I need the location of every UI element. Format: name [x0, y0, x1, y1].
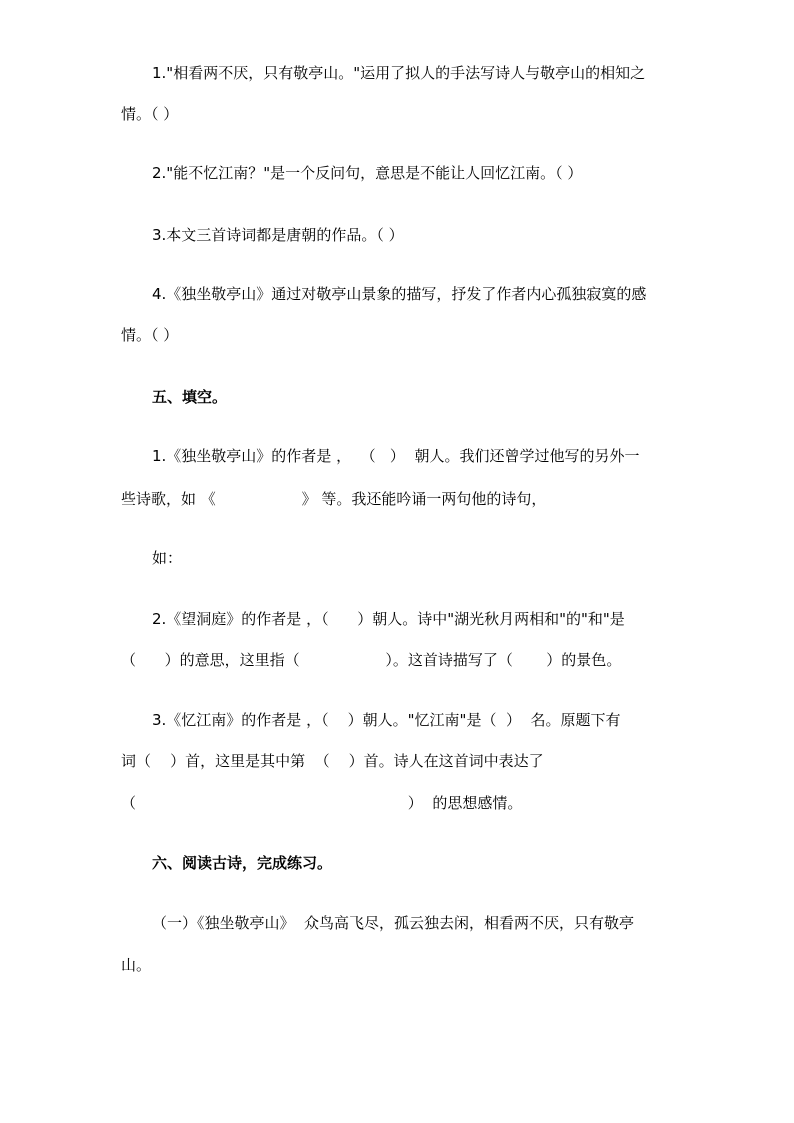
s5-q3-line2: 词（ ）首，这里是其中第 （ ）首。诗人在这首词中表达了	[121, 752, 544, 770]
section5-heading: 五、填空。	[152, 388, 228, 406]
s6-poem-line2: 山。	[121, 956, 152, 974]
s5-q2-line1: 2.《望洞庭》的作者是 ，（ ）朝人。诗中"湖光秋月两相和"的"和"是	[152, 610, 625, 628]
s6-poem-line1: （一）《独坐敬亭山》 众鸟高飞尽，孤云独去闲，相看两不厌，只有敬亭	[152, 914, 635, 932]
s4-q3: 3.本文三首诗词都是唐朝的作品。（ ）	[152, 226, 404, 244]
s5-q1-line2: 些诗歌，如 《 》 等。我还能吟诵一两句他的诗句，	[121, 490, 547, 508]
s5-q1-line3: 如：	[152, 549, 183, 567]
s5-q3-line3: （ ） 的思想感情。	[121, 794, 523, 812]
s5-q1-line1: 1.《独坐敬亭山》的作者是 ， （ ） 朝人。我们还曾学过他写的另外一	[152, 447, 640, 465]
s4-q2: 2."能不忆江南？"是一个反问句，意思是不能让人回忆江南。（ ）	[152, 164, 583, 182]
s4-q4-line1: 4.《独坐敬亭山》通过对敬亭山景象的描写，抒发了作者内心孤独寂寞的感	[152, 285, 647, 303]
s5-q3-line1: 3.《忆江南》的作者是 ，（ ）朝人。"忆江南"是（ ） 名。原题下有	[152, 711, 621, 729]
s5-q2-line2: （ ）的意思，这里指（ ）。这首诗描写了（ ）的景色。	[121, 651, 622, 669]
s4-q4-line2: 情。（ ）	[121, 326, 179, 344]
section6-heading: 六、阅读古诗，完成练习。	[152, 854, 333, 872]
s4-q1-line1: 1."相看两不厌，只有敬亭山。"运用了拟人的手法写诗人与敬亭山的相知之	[152, 64, 646, 82]
s4-q1-line2: 情。（ ）	[121, 105, 179, 123]
